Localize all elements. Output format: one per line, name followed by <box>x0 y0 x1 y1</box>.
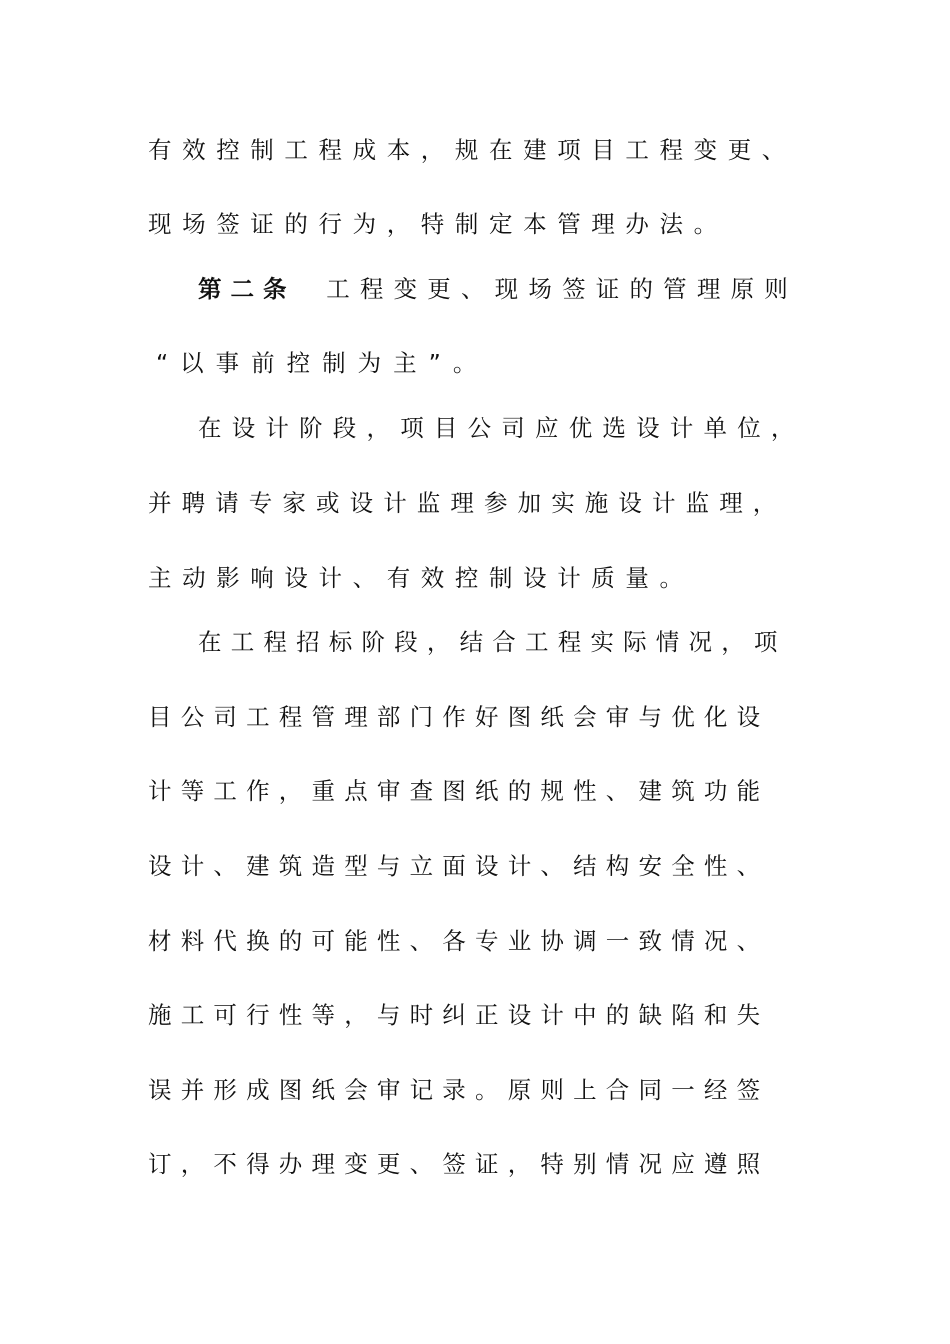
article-heading: 第二条 <box>198 275 296 303</box>
article-principle-text: 工程变更、现场签证的管理原则 <box>326 275 798 303</box>
text-line-5: 在设计阶段，项目公司应优选设计单位， <box>198 414 805 442</box>
text-line-8: 在工程招标阶段，结合工程实际情况，项 <box>198 628 787 656</box>
text-line-6: 并聘请专家或设计监理参加实施设计监理， <box>148 489 787 517</box>
text-line-13: 施工可行性等，与时纠正设计中的缺陷和失 <box>148 1001 770 1029</box>
text-line-11: 设计、建筑造型与立面设计、结构安全性、 <box>148 852 770 880</box>
text-line-7: 主动影响设计、有效控制设计质量。 <box>148 564 694 592</box>
text-line-15: 订，不得办理变更、签证，特别情况应遵照 <box>148 1150 770 1178</box>
text-line-2: 现场签证的行为，特制定本管理办法。 <box>148 210 728 238</box>
text-line-4: “以事前控制为主”。 <box>156 349 489 377</box>
text-line-1: 有效控制工程成本，规在建项目工程变更、 <box>148 136 796 164</box>
text-line-10: 计等工作，重点审查图纸的规性、建筑功能 <box>148 777 770 805</box>
text-line-14: 误并形成图纸会审记录。原则上合同一经签 <box>148 1076 770 1104</box>
article-two-line <box>198 269 798 309</box>
text-line-12: 材料代换的可能性、各专业协调一致情况、 <box>148 927 770 955</box>
text-line-9: 目公司工程管理部门作好图纸会审与优化设 <box>148 703 770 731</box>
